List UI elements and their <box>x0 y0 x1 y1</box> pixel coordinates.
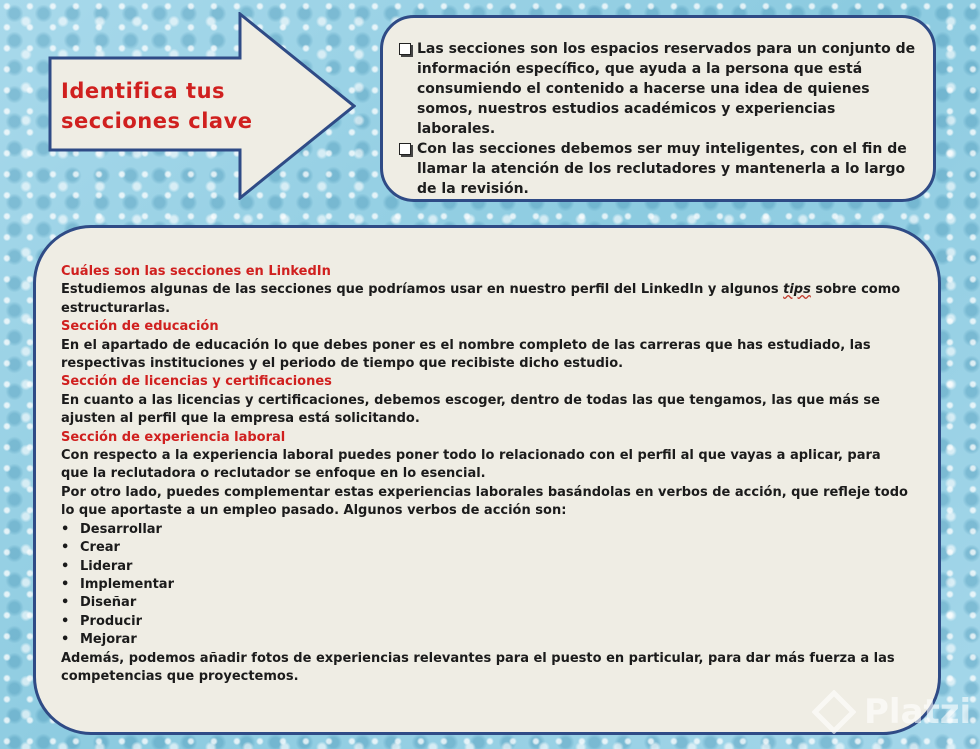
paragraph-action-verbs: Por otro lado, puedes complementar estas experiencias laborales basándolas en verbos de acción, que refleje todo lo que aportaste a un empleo pasado. Algunos verbos de acción son: <box>61 484 908 519</box>
paragraph-experience: Con respecto a la experiencia laboral puedes poner todo lo relacionado con el perfil al que vayas a aplicar, para que la reclutadora o reclutador se enfoque en lo esencial. <box>61 448 881 482</box>
section-heading-licenses: Sección de licencias y certificaciones <box>61 374 332 390</box>
intro-text-end: sobre como estructurarlas. <box>61 282 901 316</box>
verb-list-item: • Diseñar <box>61 594 909 612</box>
verb-list-item: • Desarrollar <box>61 521 909 539</box>
intro-text-start: Estudiemos algunas de las secciones que podríamos usar en nuestro perfil del LinkedIn y algunos <box>61 282 784 298</box>
section-heading-linkedin: Cuáles son las secciones en LinkedIn <box>61 264 331 279</box>
section-heading-experience: Sección de experiencia laboral <box>61 429 286 445</box>
tips-word: tips <box>783 282 811 298</box>
paragraph-intro <box>61 281 909 318</box>
summary-item <box>398 39 918 139</box>
page-title-line2: secciones clave <box>61 109 253 133</box>
section-heading-education: Sección de educación <box>61 319 219 335</box>
page-title-line1: Identifica tus <box>61 79 226 103</box>
summary-item-text: Las secciones son los espacios reservados para un conjunto de información específico, que ayuda a la persona que está consumiendo el contenido a hacerse una idea de quienes somos, nuestros estudios académicos y experiencias laborales. <box>417 41 916 137</box>
paragraph-licenses: En cuanto a las licencias y certificaciones, debemos escoger, dentro de todas las que tengamos, las que más se ajusten al perfil que la empresa está solicitando. <box>61 392 880 427</box>
platzi-logo-icon <box>812 690 856 734</box>
verb-list-item: • Crear <box>61 539 909 557</box>
paragraph-photos: Además, podemos añadir fotos de experiencias relevantes para el puesto en particular, para dar más fuerza a las competencias que proyectemos. <box>61 650 895 684</box>
paragraph-education: En el apartado de educación lo que debes poner es el nombre completo de las carreras que has estudiado, las respectivas instituciones y el periodo de tiempo que recibiste dicho estudio. <box>61 337 871 372</box>
checkbox-bullet-icon <box>399 143 411 155</box>
verb-list <box>61 521 909 650</box>
verb-list-item: • Mejorar <box>61 631 909 649</box>
verb-list-item: • Implementar <box>61 576 909 594</box>
verb-list-item: • Producir <box>61 613 909 631</box>
content-body <box>61 263 909 686</box>
summary-item <box>398 139 918 199</box>
checkbox-bullet-icon <box>399 43 411 55</box>
watermark <box>812 688 972 736</box>
verb-list-item: • Liderar <box>61 558 909 576</box>
summary-item-text: Con las secciones debemos ser muy inteligentes, con el fin de llamar la atención de los reclutadores y mantenerla a lo largo de la revisión. <box>417 141 907 197</box>
watermark-text: Platzi <box>864 692 972 732</box>
summary-list <box>398 39 918 199</box>
page-title <box>61 76 261 136</box>
